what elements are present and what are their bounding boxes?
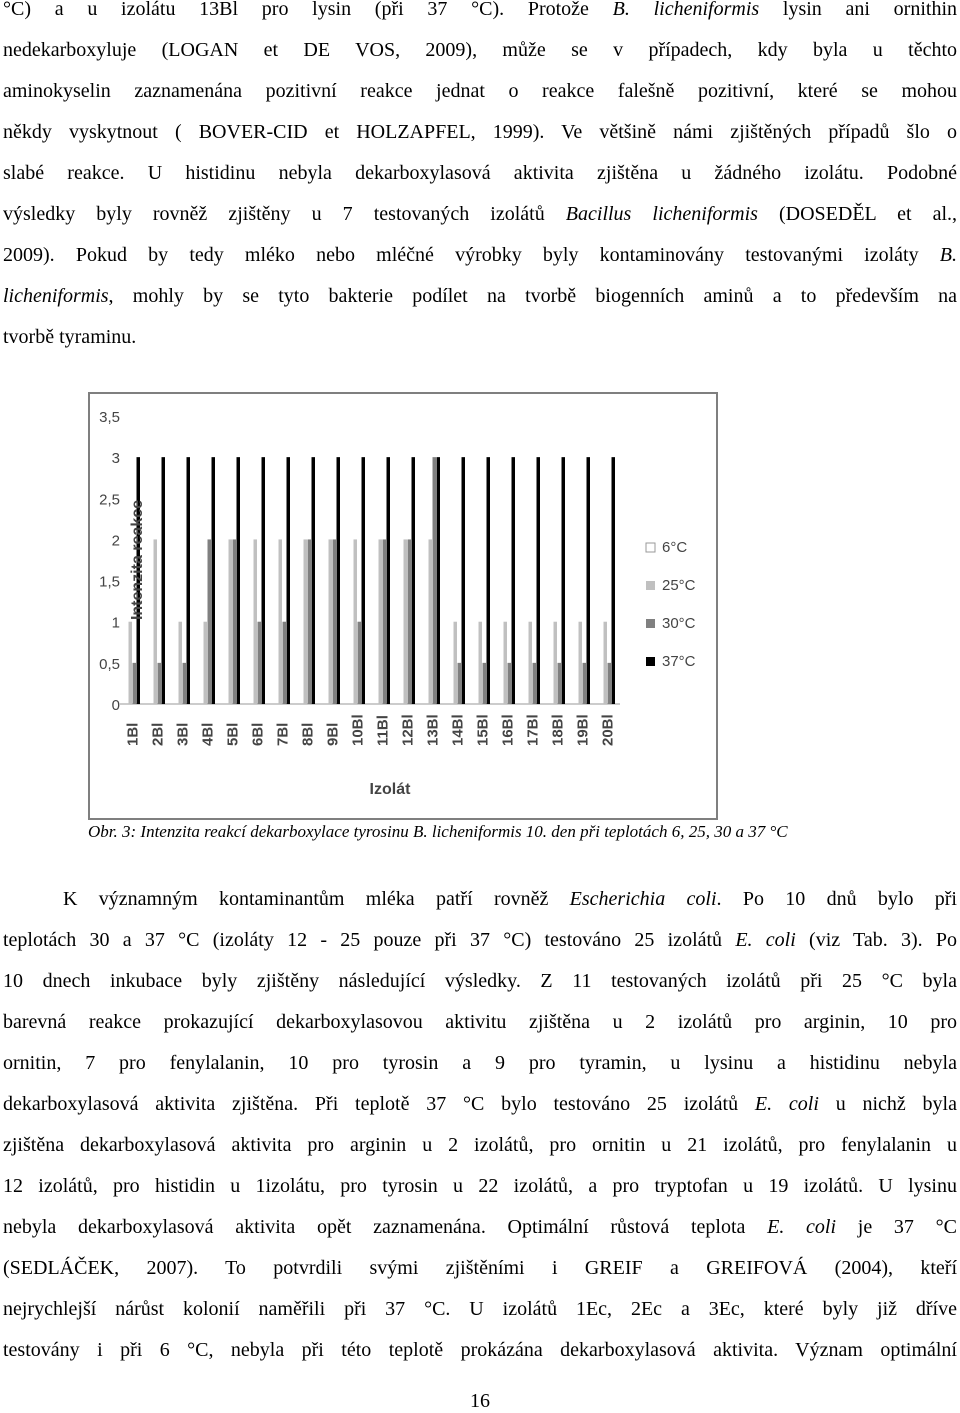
para1-line xyxy=(3,112,957,153)
text-run: nedekarboxyluje (LOGAN et DE VOS, 2009), může se v případech, kdy byla u těchto xyxy=(3,39,957,61)
paragraph-bottom xyxy=(3,879,957,1371)
para2-line xyxy=(3,920,957,961)
bar-25°C-14Bl xyxy=(454,622,458,704)
bar-37°C-7Bl xyxy=(287,457,291,704)
text-run: aminokyselin zaznamenána pozitivní reakce jednat o reakce falešně pozitivní, které se mohou xyxy=(3,80,957,102)
text-run: nejrychlejší nárůst kolonií naměřili při 37 °C. U izolátů 1Ec, 2Ec a 3Ec, které byly již dříve xyxy=(3,1298,957,1320)
bar-30°C-5Bl xyxy=(233,539,237,704)
y-tick-label: 0,5 xyxy=(99,655,120,673)
bar-30°C-6Bl xyxy=(258,622,262,704)
para1-line xyxy=(3,71,957,112)
legend-swatch xyxy=(646,657,655,666)
bar-37°C-12Bl xyxy=(412,457,416,704)
bar-37°C-16Bl xyxy=(512,457,516,704)
bar-37°C-15Bl xyxy=(487,457,491,704)
bar-37°C-17Bl xyxy=(537,457,541,704)
text-run: °C) a u izolátu 13Bl pro lysin (při 37 °C). Protože xyxy=(3,0,613,20)
page-number: 16 xyxy=(470,1390,490,1412)
bar-37°C-11Bl xyxy=(387,457,391,704)
bar-25°C-8Bl xyxy=(304,539,308,704)
bar-25°C-16Bl xyxy=(504,622,508,704)
text-run: tvorbě tyraminu. xyxy=(3,326,137,348)
bar-25°C-17Bl xyxy=(529,622,533,704)
bar-25°C-11Bl xyxy=(379,539,383,704)
bar-37°C-20Bl xyxy=(612,457,616,704)
para2-line xyxy=(3,1330,957,1371)
bar-25°C-15Bl xyxy=(479,622,483,704)
para2-line xyxy=(3,1207,957,1248)
para2-line xyxy=(3,879,957,920)
text-run: 12 izolátů, pro histidin u 1izolátu, pro tyrosin u 22 izolátů, a pro tryptofan u 19 izolátů. U lysinu xyxy=(3,1175,957,1197)
x-tick-label: 6Bl xyxy=(249,722,267,746)
italic-text: E. coli xyxy=(767,1216,837,1238)
text-run: K významným kontaminantům mléka patří rovněž xyxy=(63,888,570,910)
para2-line xyxy=(3,1002,957,1043)
bar-37°C-4Bl xyxy=(212,457,216,704)
bar-30°C-19Bl xyxy=(583,663,587,704)
text-run: slabé reakce. U histidinu nebyla dekarboxylasová aktivita zjištěna u žádného izolátu. Podobné xyxy=(3,162,957,184)
legend-swatch xyxy=(646,581,655,590)
bar-30°C-2Bl xyxy=(158,663,162,704)
para2-line xyxy=(3,961,957,1002)
text-run: testovány i při 6 °C, nebyla při této teplotě prokázána dekarboxylasová aktivita. Význam optimální xyxy=(3,1339,957,1361)
text-run: někdy vyskytnout ( BOVER-CID et HOLZAPFEL, 1999). Ve většině námi zjištěných případů šlo o xyxy=(3,121,957,143)
bar-30°C-12Bl xyxy=(408,539,412,704)
legend-label: 30°C xyxy=(662,615,696,632)
legend-label: 25°C xyxy=(662,577,696,594)
bar-25°C-18Bl xyxy=(554,622,558,704)
para1-line xyxy=(3,317,957,358)
bar-25°C-10Bl xyxy=(354,539,358,704)
y-tick-label: 1 xyxy=(111,614,120,632)
x-tick-label: 8Bl xyxy=(299,722,317,746)
y-axis-title: Intenzita reakce xyxy=(129,499,146,621)
bar-25°C-13Bl xyxy=(429,539,433,704)
bar-25°C-19Bl xyxy=(579,622,583,704)
bar-37°C-9Bl xyxy=(337,457,341,704)
x-tick-label: 19Bl xyxy=(574,714,592,746)
bar-37°C-10Bl xyxy=(362,457,366,704)
x-axis-title: Izolát xyxy=(369,781,411,798)
x-tick-label: 14Bl xyxy=(449,714,467,746)
legend-label: 6°C xyxy=(662,539,688,556)
bar-30°C-10Bl xyxy=(358,622,362,704)
bar-30°C-17Bl xyxy=(533,663,537,704)
y-tick-label: 0 xyxy=(111,697,120,714)
x-tick-label: 12Bl xyxy=(399,714,417,746)
italic-text: E. coli xyxy=(754,1093,819,1115)
para1-line xyxy=(3,153,957,194)
text-run: ornitin, 7 pro fenylalanin, 10 pro tyrosin a 9 pro tyramin, u lysinu a histidinu nebyla xyxy=(3,1052,957,1074)
bar-25°C-4Bl xyxy=(204,622,208,704)
x-tick-label: 20Bl xyxy=(599,714,617,746)
italic-text: B. xyxy=(939,244,957,266)
paragraph-top xyxy=(3,0,957,358)
x-tick-label: 18Bl xyxy=(549,714,567,746)
para2-line xyxy=(3,1289,957,1330)
bar-30°C-9Bl xyxy=(333,539,337,704)
bar-25°C-2Bl xyxy=(154,539,158,704)
text-run: výsledky byly rovněž zjištěny u 7 testovaných izolátů xyxy=(3,203,566,225)
bar-30°C-1Bl xyxy=(133,663,137,704)
bar-30°C-3Bl xyxy=(183,663,187,704)
italic-text: licheniformis xyxy=(3,285,109,307)
italic-text: Bacillus licheniformis xyxy=(565,203,758,225)
bar-37°C-6Bl xyxy=(262,457,266,704)
bar-37°C-14Bl xyxy=(462,457,466,704)
para1-line xyxy=(3,30,957,71)
y-tick-label: 3 xyxy=(111,450,120,468)
para2-line xyxy=(3,1125,957,1166)
para1-line xyxy=(3,276,957,317)
x-tick-label: 7Bl xyxy=(274,722,292,746)
legend-label: 37°C xyxy=(662,653,696,670)
y-tick-label: 1,5 xyxy=(99,573,120,591)
y-tick-label: 2,5 xyxy=(99,491,120,509)
x-tick-label: 9Bl xyxy=(324,722,342,746)
bar-37°C-19Bl xyxy=(587,457,591,704)
bar-37°C-5Bl xyxy=(237,457,241,704)
text-run: u nichž byla xyxy=(818,1093,957,1115)
para1-line xyxy=(3,194,957,235)
bar-37°C-2Bl xyxy=(162,457,166,704)
figure-caption: Obr. 3: Intenzita reakcí dekarboxylace tyrosinu B. licheniformis 10. den při teplotách 6, 25, 30 a 37 °C xyxy=(88,822,788,841)
x-tick-label: 1Bl xyxy=(124,722,142,746)
text-run: (DOSEDĚL et al., xyxy=(757,203,957,225)
bar-30°C-11Bl xyxy=(383,539,387,704)
bar-30°C-18Bl xyxy=(558,663,562,704)
text-run: 10 dnech inkubace byly zjištěny následující výsledky. Z 11 testovaných izolátů při 25 °C byla xyxy=(3,970,957,992)
x-tick-label: 3Bl xyxy=(174,722,192,746)
italic-text: E. coli xyxy=(735,929,796,951)
bar-30°C-4Bl xyxy=(208,539,212,704)
text-run: (viz Tab. 3). Po xyxy=(795,929,957,951)
para2-line xyxy=(3,1084,957,1125)
y-tick-label: 2 xyxy=(111,532,120,550)
bar-30°C-8Bl xyxy=(308,539,312,704)
bar-30°C-20Bl xyxy=(608,663,612,704)
text-run: teplotách 30 a 37 °C (izoláty 12 - 25 pouze při 37 °C) testováno 25 izolátů xyxy=(3,929,736,951)
text-run: barevná reakce prokazující dekarboxylasovou aktivitu zjištěna u 2 izolátů pro arginin, 10 pro xyxy=(3,1011,957,1033)
para2-line xyxy=(3,1248,957,1289)
text-run: zjištěna dekarboxylasová aktivita pro arginin u 2 izolátů, pro ornitin u 21 izolátů, pro fenylalanin u xyxy=(3,1134,957,1156)
figure-chart xyxy=(88,392,718,820)
bar-25°C-1Bl xyxy=(129,622,133,704)
x-tick-label: 11Bl xyxy=(374,715,392,746)
bar-37°C-3Bl xyxy=(187,457,191,704)
para1-line xyxy=(3,235,957,276)
bar-30°C-14Bl xyxy=(458,663,462,704)
x-tick-label: 13Bl xyxy=(424,714,442,746)
italic-text: B. licheniformis xyxy=(612,0,760,20)
x-tick-label: 17Bl xyxy=(524,714,542,746)
bar-25°C-20Bl xyxy=(604,622,608,704)
bar-25°C-12Bl xyxy=(404,539,408,704)
bar-25°C-6Bl xyxy=(254,539,258,704)
bar-37°C-18Bl xyxy=(562,457,566,704)
bar-30°C-15Bl xyxy=(483,663,487,704)
text-run: dekarboxylasová aktivita zjištěna. Při teplotě 37 °C bylo testováno 25 izolátů xyxy=(3,1093,755,1115)
text-run: . Po 10 dnů bylo při xyxy=(716,888,957,910)
text-run: 2009). Pokud by tedy mléko nebo mléčné výrobky byly kontaminovány testovanými izoláty xyxy=(3,244,940,266)
legend-swatch xyxy=(646,619,655,628)
y-tick-label: 3,5 xyxy=(99,409,120,426)
bar-37°C-8Bl xyxy=(312,457,316,704)
legend-swatch xyxy=(646,543,655,552)
x-tick-label: 16Bl xyxy=(499,714,517,746)
italic-text: Escherichia coli xyxy=(569,888,717,910)
para2-line xyxy=(3,1166,957,1207)
bar-37°C-13Bl xyxy=(437,457,441,704)
x-tick-label: 10Bl xyxy=(349,714,367,746)
text-run: (SEDLÁČEK, 2007). To potvrdili svými zjištěními i GREIF a GREIFOVÁ (2004), kteří xyxy=(3,1257,957,1279)
x-tick-label: 4Bl xyxy=(199,722,217,746)
chart-svg xyxy=(90,394,716,818)
bar-30°C-13Bl xyxy=(433,457,437,704)
bar-25°C-5Bl xyxy=(229,539,233,704)
x-tick-label: 2Bl xyxy=(149,722,167,746)
text-run: nebyla dekarboxylasová aktivita opět zaznamenána. Optimální růstová teplota xyxy=(3,1216,768,1238)
bar-25°C-3Bl xyxy=(179,622,183,704)
text-run: , mohly by se tyto bakterie podílet na tvorbě biogenních aminů a to především na xyxy=(108,285,957,307)
x-tick-label: 15Bl xyxy=(474,714,492,746)
para2-line xyxy=(3,1043,957,1084)
x-tick-label: 5Bl xyxy=(224,722,242,746)
text-run: lysin ani ornithin xyxy=(759,0,957,20)
bar-30°C-7Bl xyxy=(283,622,287,704)
text-run: je 37 °C xyxy=(836,1216,957,1238)
para1-line xyxy=(3,0,957,30)
bar-30°C-16Bl xyxy=(508,663,512,704)
bar-25°C-7Bl xyxy=(279,539,283,704)
bar-25°C-9Bl xyxy=(329,539,333,704)
